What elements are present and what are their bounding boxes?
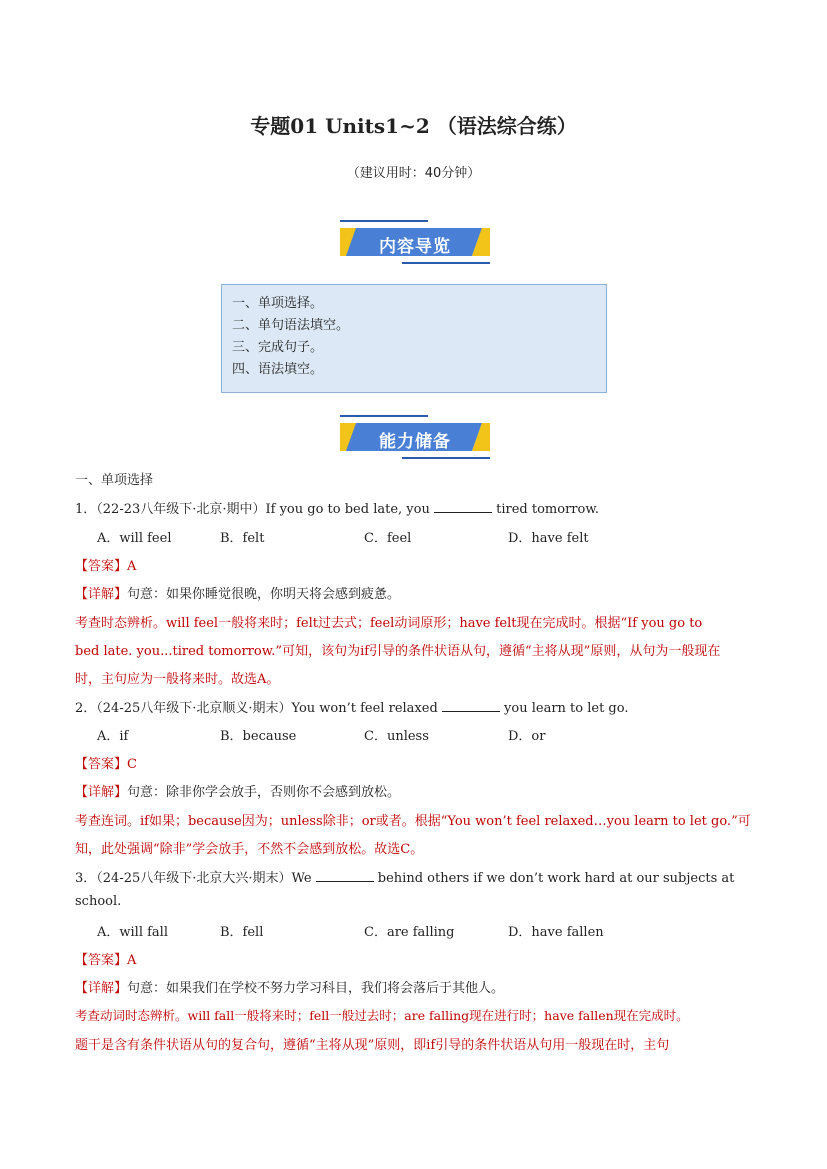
analysis-line: 时，主句应为一般将来时。故选A。 <box>75 672 280 687</box>
answer-blank <box>442 701 500 712</box>
detail-line <box>75 977 504 996</box>
toc-box <box>221 284 607 393</box>
option-a: A．if <box>97 729 129 744</box>
toc-item: 二、单句语法填空。 <box>232 318 350 333</box>
ability-reserve-banner <box>340 415 490 459</box>
analysis-line: 题干是含有条件状语从句的复合句，遵循“主将从现”原则，即if引导的条件状语从句用一般现在时，主句 <box>75 1038 670 1053</box>
option-a: A．will fall <box>97 925 168 940</box>
time-suggestion: （建议用时：40分钟） <box>346 166 481 181</box>
question-stem-text: 2．（24-25八年级下·北京顺义·期末）You won’t feel relaxed <box>75 701 438 716</box>
section-heading: 一、单项选择 <box>75 473 154 488</box>
option-b: B．felt <box>220 531 265 546</box>
question-stem-text: tired tomorrow. <box>496 502 600 517</box>
detail-label: 【详解】 <box>75 785 128 800</box>
toc-item: 三、完成句子。 <box>232 340 324 355</box>
analysis-line: 考查时态辨析。will feel一般将来时；felt过去式；feel动词原形；have felt现在完成时。根据“If you go to <box>75 616 703 631</box>
answer-line: 【答案】A <box>75 559 137 574</box>
toc-item: 四、语法填空。 <box>232 362 324 377</box>
answer-blank <box>434 502 492 513</box>
option-b: B．fell <box>220 925 264 940</box>
detail-label: 【详解】 <box>75 587 128 602</box>
option-a: A．will feel <box>97 531 172 546</box>
answer-line: 【答案】A <box>75 953 137 968</box>
option-b: B．because <box>220 729 297 744</box>
detail-text: 句意：如果你睡觉很晚，你明天将会感到疲惫。 <box>127 587 401 602</box>
detail-label: 【详解】 <box>75 981 128 996</box>
question-stem-text: behind others if we don’t work hard at our subjects at <box>377 871 735 886</box>
detail-line <box>75 583 400 602</box>
option-d: D．have fallen <box>508 925 604 940</box>
option-c: C．unless <box>364 729 429 744</box>
question-3-stem-cont: school. <box>75 894 122 909</box>
question-stem-text: 1．（22-23八年级下·北京·期中）If you go to bed late, you <box>75 502 430 517</box>
page-title: 专题01 Units1~2 （语法综合练） <box>250 114 577 138</box>
analysis-line: 考查连词。if如果；because因为；unless除非；or或者。根据“You won’t feel relaxed…you learn to let go.”可 <box>75 814 751 829</box>
question-stem-text: you learn to let go. <box>504 701 629 716</box>
content-guide-label: 内容导览 <box>379 237 451 257</box>
option-c: C．are falling <box>364 925 455 940</box>
analysis-line: 知，此处强调“除非”学会放手，不然不会感到放松。故选C。 <box>75 842 424 857</box>
option-c: C．feel <box>364 531 412 546</box>
question-3-stem <box>75 867 734 886</box>
analysis-line: 考查动词时态辨析。will fall一般将来时；fell一般过去时；are falling现在进行时；have fallen现在完成时。 <box>75 1008 689 1023</box>
detail-text: 句意：如果我们在学校不努力学习科目，我们将会落后于其他人。 <box>127 981 505 996</box>
analysis-line: bed late. you...tired tomorrow.”可知，该句为if引导的条件状语从句，遵循“主将从现”原则，从句为一般现在 <box>75 644 721 659</box>
answer-blank <box>316 871 374 882</box>
content-guide-banner <box>340 220 490 264</box>
option-d: D．or <box>508 729 546 744</box>
option-d: D．have felt <box>508 531 589 546</box>
ability-reserve-label: 能力储备 <box>379 432 451 452</box>
answer-line: 【答案】C <box>75 757 137 772</box>
detail-text: 句意：除非你学会放手，否则你不会感到放松。 <box>127 785 401 800</box>
detail-line <box>75 781 400 800</box>
question-stem-text: 3．（24-25八年级下·北京大兴·期末）We <box>75 871 312 886</box>
question-2-stem <box>75 697 629 716</box>
toc-item: 一、单项选择。 <box>232 296 324 311</box>
question-1-stem <box>75 498 599 517</box>
